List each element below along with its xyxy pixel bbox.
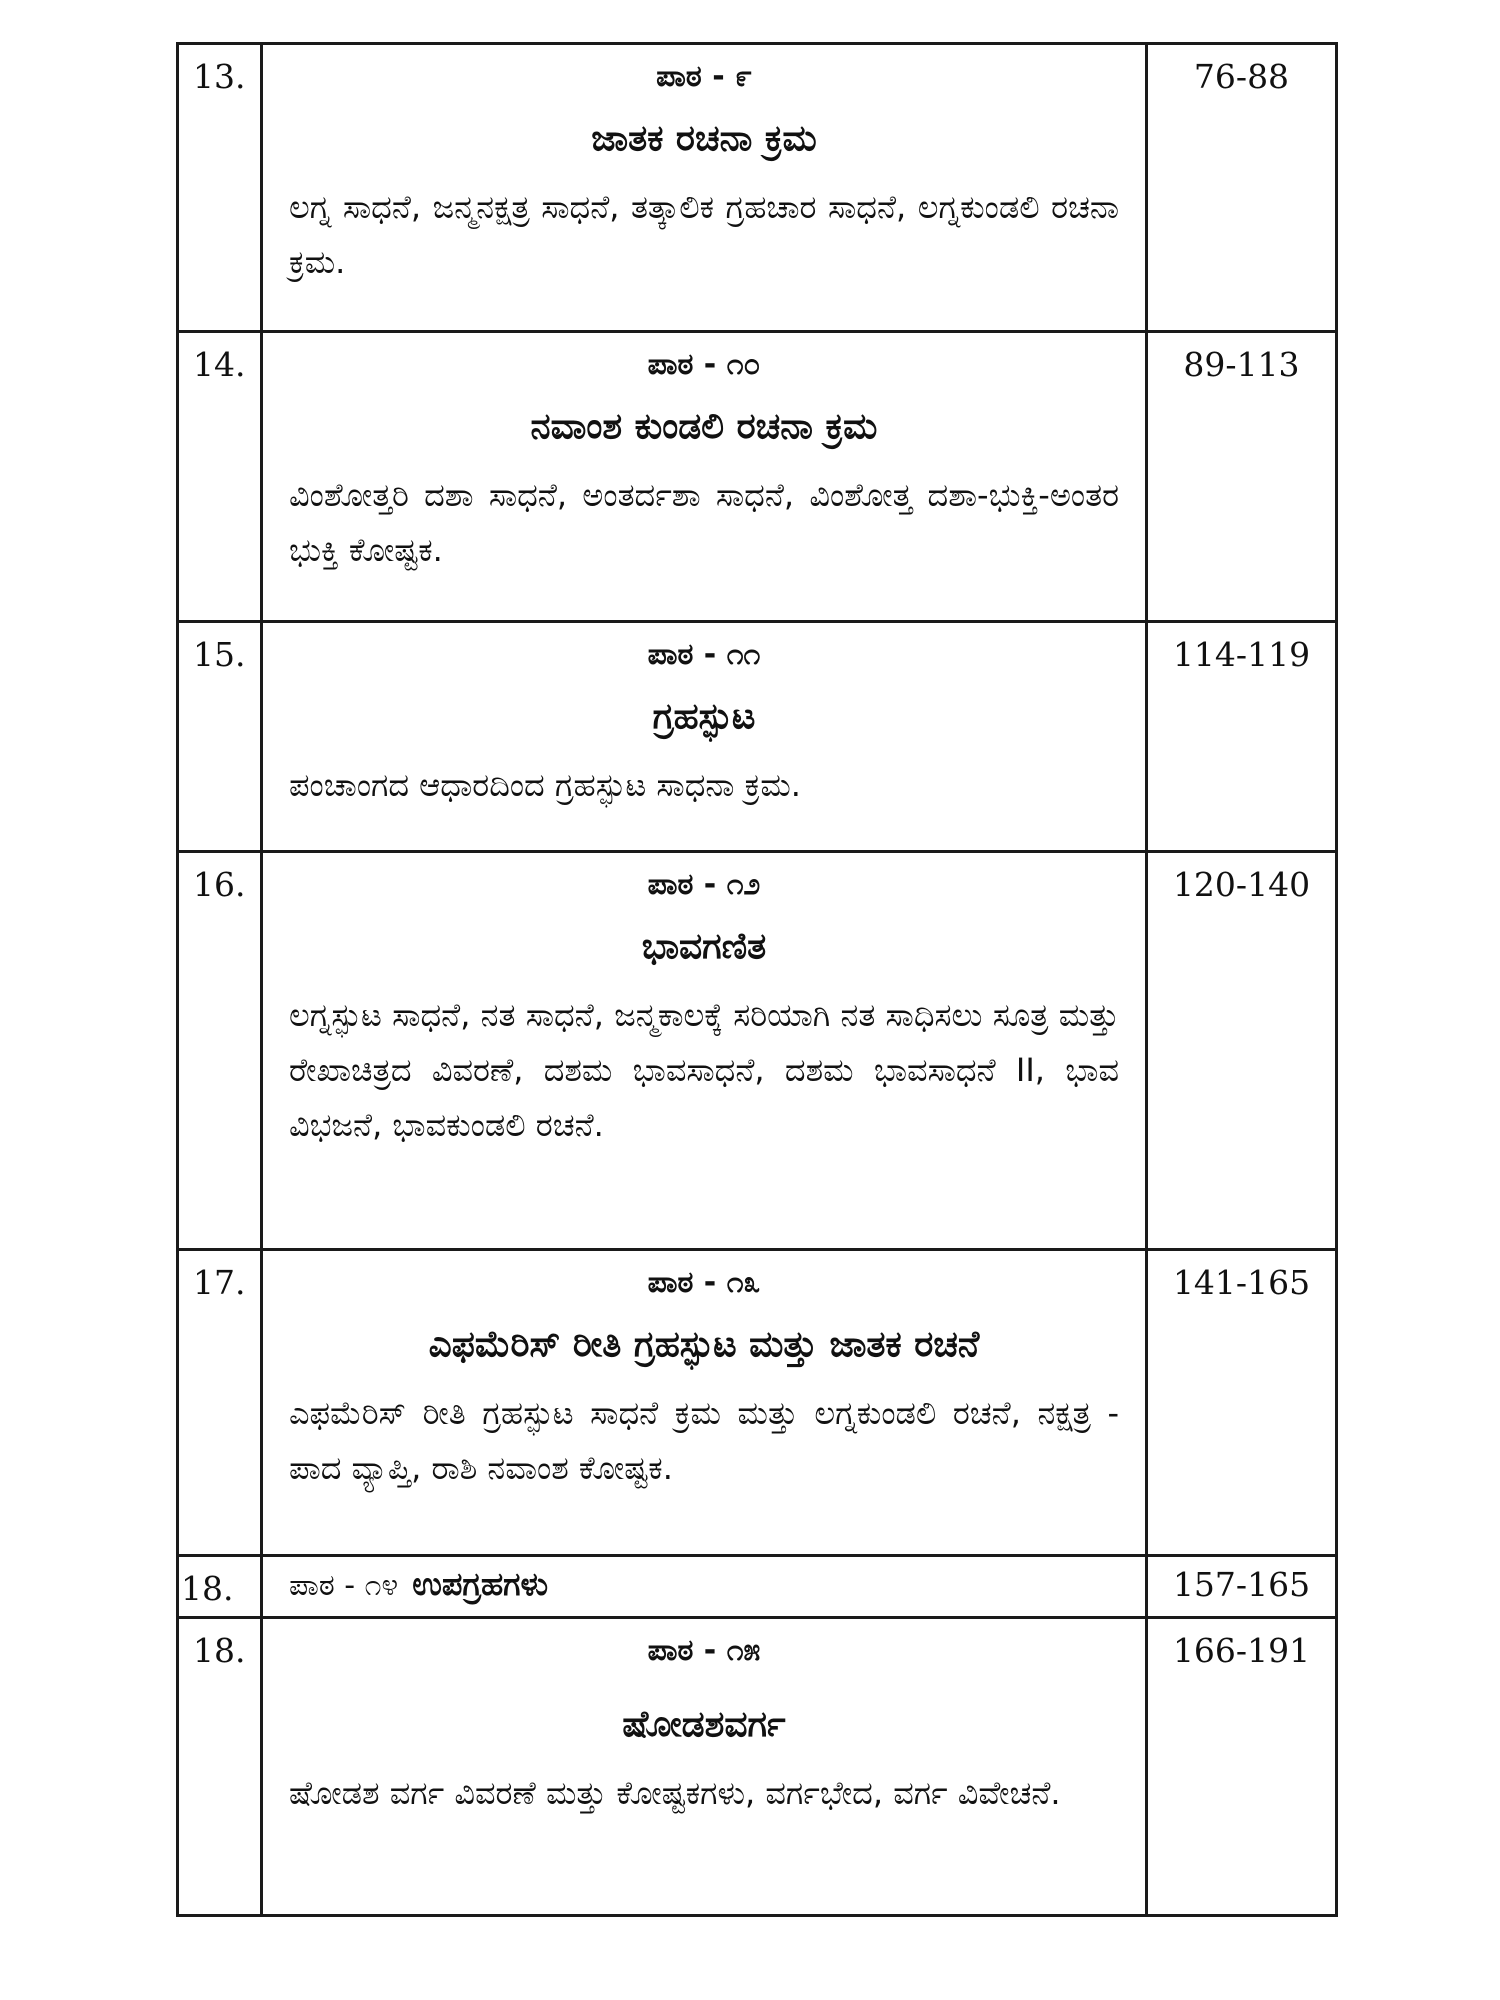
chapter-number: 14. [193,345,246,384]
chapter-content-cell [262,1250,1147,1556]
lesson-label: ಪಾಠ - ೧೩ [647,1265,761,1300]
chapter-number-cell [178,332,262,622]
chapter-number-cell [178,852,262,1250]
page-range-cell [1147,1250,1337,1556]
lesson-label: ಪಾಠ - ೧೧ [647,637,761,672]
table-row [178,852,1337,1250]
table-row [178,44,1337,332]
chapter-content-cell [262,852,1147,1250]
table-row [178,1250,1337,1556]
lesson-description: ವಿಂಶೋತ್ತರಿ ದಶಾ ಸಾಧನೆ, ಅಂತರ್ದಶಾ ಸಾಧನೆ, ವಿಂಶೋತ್ತ ದಶಾ-ಭುಕ್ತಿ-ಅಂತರ ಭುಕ್ತಿ ಕೋಷ್ಟಕ. [289,475,1119,569]
lesson-title: ಷೋಡಶವರ್ಗ [622,1703,786,1745]
page-range-cell [1147,852,1337,1250]
chapter-content-cell [262,332,1147,622]
chapter-number-cell [178,1556,262,1618]
lesson-title: ನವಾಂಶ ಕುಂಡಲಿ ರಚನಾ ಕ್ರಮ [530,405,878,447]
chapter-number: 15. [193,635,246,674]
page-range-cell [1147,1618,1337,1916]
chapter-content-cell [262,1618,1147,1916]
lesson-label: ಪಾಠ - ೧೨ [647,867,761,902]
chapter-content-cell [262,622,1147,852]
lesson-title: ಭಾವಗಣಿತ [641,925,767,967]
page-range-cell [1147,622,1337,852]
chapter-number-cell [178,622,262,852]
page-range: 141-165 [1172,1263,1311,1302]
chapter-number-cell [178,1618,262,1916]
lesson-label: ಪಾಠ - ೧೫ [647,1633,761,1668]
lesson-label: ಪಾಠ - ೧೦ [647,347,761,382]
page-range-cell [1147,332,1337,622]
page-range: 120-140 [1172,865,1311,904]
chapter-number: 18. [181,1569,234,1608]
page-range-cell [1147,1556,1337,1618]
table-row [178,1556,1337,1618]
page-range: 89-113 [1183,345,1300,384]
chapter-number: 17. [193,1263,246,1302]
page-range: 166-191 [1172,1631,1311,1670]
table-row [178,622,1337,852]
chapter-content-cell [262,44,1147,332]
chapter-number-cell [178,1250,262,1556]
lesson-title: ಜಾತಕ ರಚನಾ ಕ್ರಮ [591,117,817,159]
page-range: 157-165 [1172,1565,1311,1604]
chapter-content-cell [262,1556,1147,1618]
chapter-number: 13. [193,57,246,96]
contents-table [176,42,1338,1917]
lesson-title: ಗ್ರಹಸ್ಫುಟ [652,695,756,737]
lesson-description: ಲಗ್ನ ಸಾಧನೆ, ಜನ್ಮನಕ್ಷತ್ರ ಸಾಧನೆ, ತತ್ಕಾಲಿಕ ಗ್ರಹಚಾರ ಸಾಧನೆ, ಲಗ್ನಕುಂಡಲಿ ರಚನಾ ಕ್ರಮ. [289,187,1119,281]
chapter-number-cell [178,44,262,332]
lesson-label: ಪಾಠ - ೧೪ [289,1568,399,1603]
lesson-description: ಲಗ್ನಸ್ಫುಟ ಸಾಧನೆ, ನತ ಸಾಧನೆ, ಜನ್ಮಕಾಲಕ್ಕೆ ಸರಿಯಾಗಿ ನತ ಸಾಧಿಸಲು ಸೂತ್ರ ಮತ್ತು ರೇಖಾಚಿತ್ರದ ವಿವರಣೆ, ದಶಮ ಭಾವಸಾಧನೆ, ದಶಮ ಭಾವಸಾಧನೆ II, ಭಾವ ವಿಭಜನೆ, ಭಾವಕುಂಡಲಿ ರಚನೆ. [289,995,1119,1144]
lesson-description: ಷೋಡಶ ವರ್ಗ ವಿವರಣೆ ಮತ್ತು ಕೋಷ್ಟಕಗಳು, ವರ್ಗಭೇದ, ವರ್ಗ ವಿವೇಚನೆ. [289,1773,1061,1812]
chapter-number: 18. [193,1631,246,1670]
lesson-title: ಎಫಮೆರಿಸ್ ರೀತಿ ಗ್ರಹಸ್ಫುಟ ಮತ್ತು ಜಾತಕ ರಚನೆ [428,1323,980,1365]
lesson-description: ಎಫಮೆರಿಸ್ ರೀತಿ ಗ್ರಹಸ್ಫುಟ ಸಾಧನೆ ಕ್ರಮ ಮತ್ತು ಲಗ್ನಕುಂಡಲಿ ರಚನೆ, ನಕ್ಷತ್ರ - ಪಾದ ವ್ಯಾಪ್ತಿ, ರಾಶಿ ನವಾಂಶ ಕೋಷ್ಟಕ. [289,1393,1119,1487]
page-range-cell [1147,44,1337,332]
table-row [178,1618,1337,1916]
page-range: 114-119 [1172,635,1311,674]
lesson-title: ಉಪಗ್ರಹಗಳು [412,1565,549,1603]
table-row [178,332,1337,622]
lesson-description: ಪಂಚಾಂಗದ ಆಧಾರದಿಂದ ಗ್ರಹಸ್ಫುಟ ಸಾಧನಾ ಕ್ರಮ. [289,765,801,804]
chapter-number: 16. [193,865,246,904]
page-range: 76-88 [1193,57,1290,96]
lesson-label: ಪಾಠ - ೯ [656,59,752,94]
